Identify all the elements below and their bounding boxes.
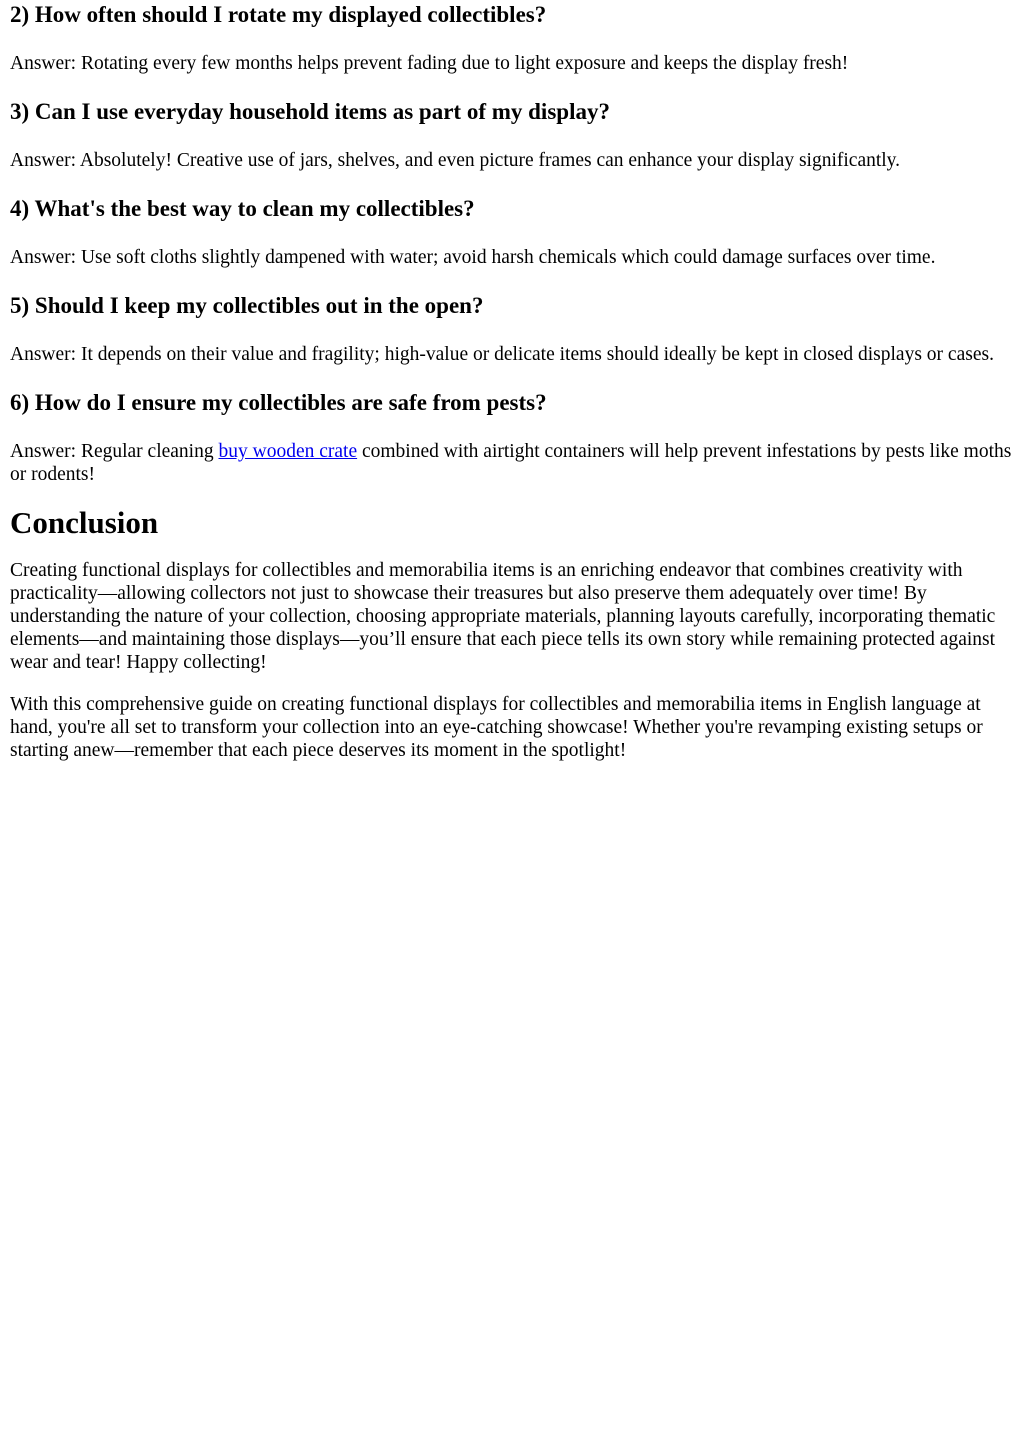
faq-answer-6 [10, 440, 1014, 486]
faq-question-5: 5) Should I keep my collectibles out in the open? [10, 293, 484, 318]
faq-answer-6-text-end: combined with airtight containers will help prevent infestations by pests like moths or rodents! [10, 441, 1012, 485]
faq-question-6: 6) How do I ensure my collectibles are safe from pests? [10, 390, 547, 415]
faq-question-4: 4) What's the best way to clean my collectibles? [10, 196, 475, 221]
faq-answer-4: Answer: Use soft cloths slightly dampened with water; avoid harsh chemicals which could damage surfaces over time. [10, 247, 936, 268]
faq-answer-6-text-start: Answer: Regular cleaning [10, 441, 219, 462]
faq-question-2: 2) How often should I rotate my displayed collectibles? [10, 2, 547, 27]
faq-answer-5: Answer: It depends on their value and fragility; high-value or delicate items should ideally be kept in closed displays or cases. [10, 344, 994, 365]
buy-wooden-crate-link[interactable]: buy wooden crate [218, 441, 358, 462]
conclusion-heading: Conclusion [10, 505, 159, 540]
faq-question-3: 3) Can I use everyday household items as part of my display? [10, 99, 610, 124]
faq-answer-2: Answer: Rotating every few months helps prevent fading due to light exposure and keeps the display fresh! [10, 53, 849, 74]
faq-answer-3: Answer: Absolutely! Creative use of jars, shelves, and even picture frames can enhance your display significantly. [10, 150, 901, 171]
conclusion-paragraph-1: Creating functional displays for collectibles and memorabilia items is an enriching endeavor that combines creativity with practicality—allowing collectors not just to showcase their treasures but also preserve them adequately over time! By understanding the nature of your collection, choosing appropriate materials, planning layouts carefully, incorporating thematic elements—and maintaining those displays—you’ll ensure that each piece tells its own story while remaining protected against wear and tear! Happy collecting! [10, 560, 996, 673]
conclusion-paragraph-2: With this comprehensive guide on creating functional displays for collectibles and memorabilia items in English language at hand, you're all set to transform your collection into an eye-catching showcase! Whether you're revamping existing setups or starting anew—remember that each piece deserves its moment in the spotlight! [10, 694, 983, 761]
